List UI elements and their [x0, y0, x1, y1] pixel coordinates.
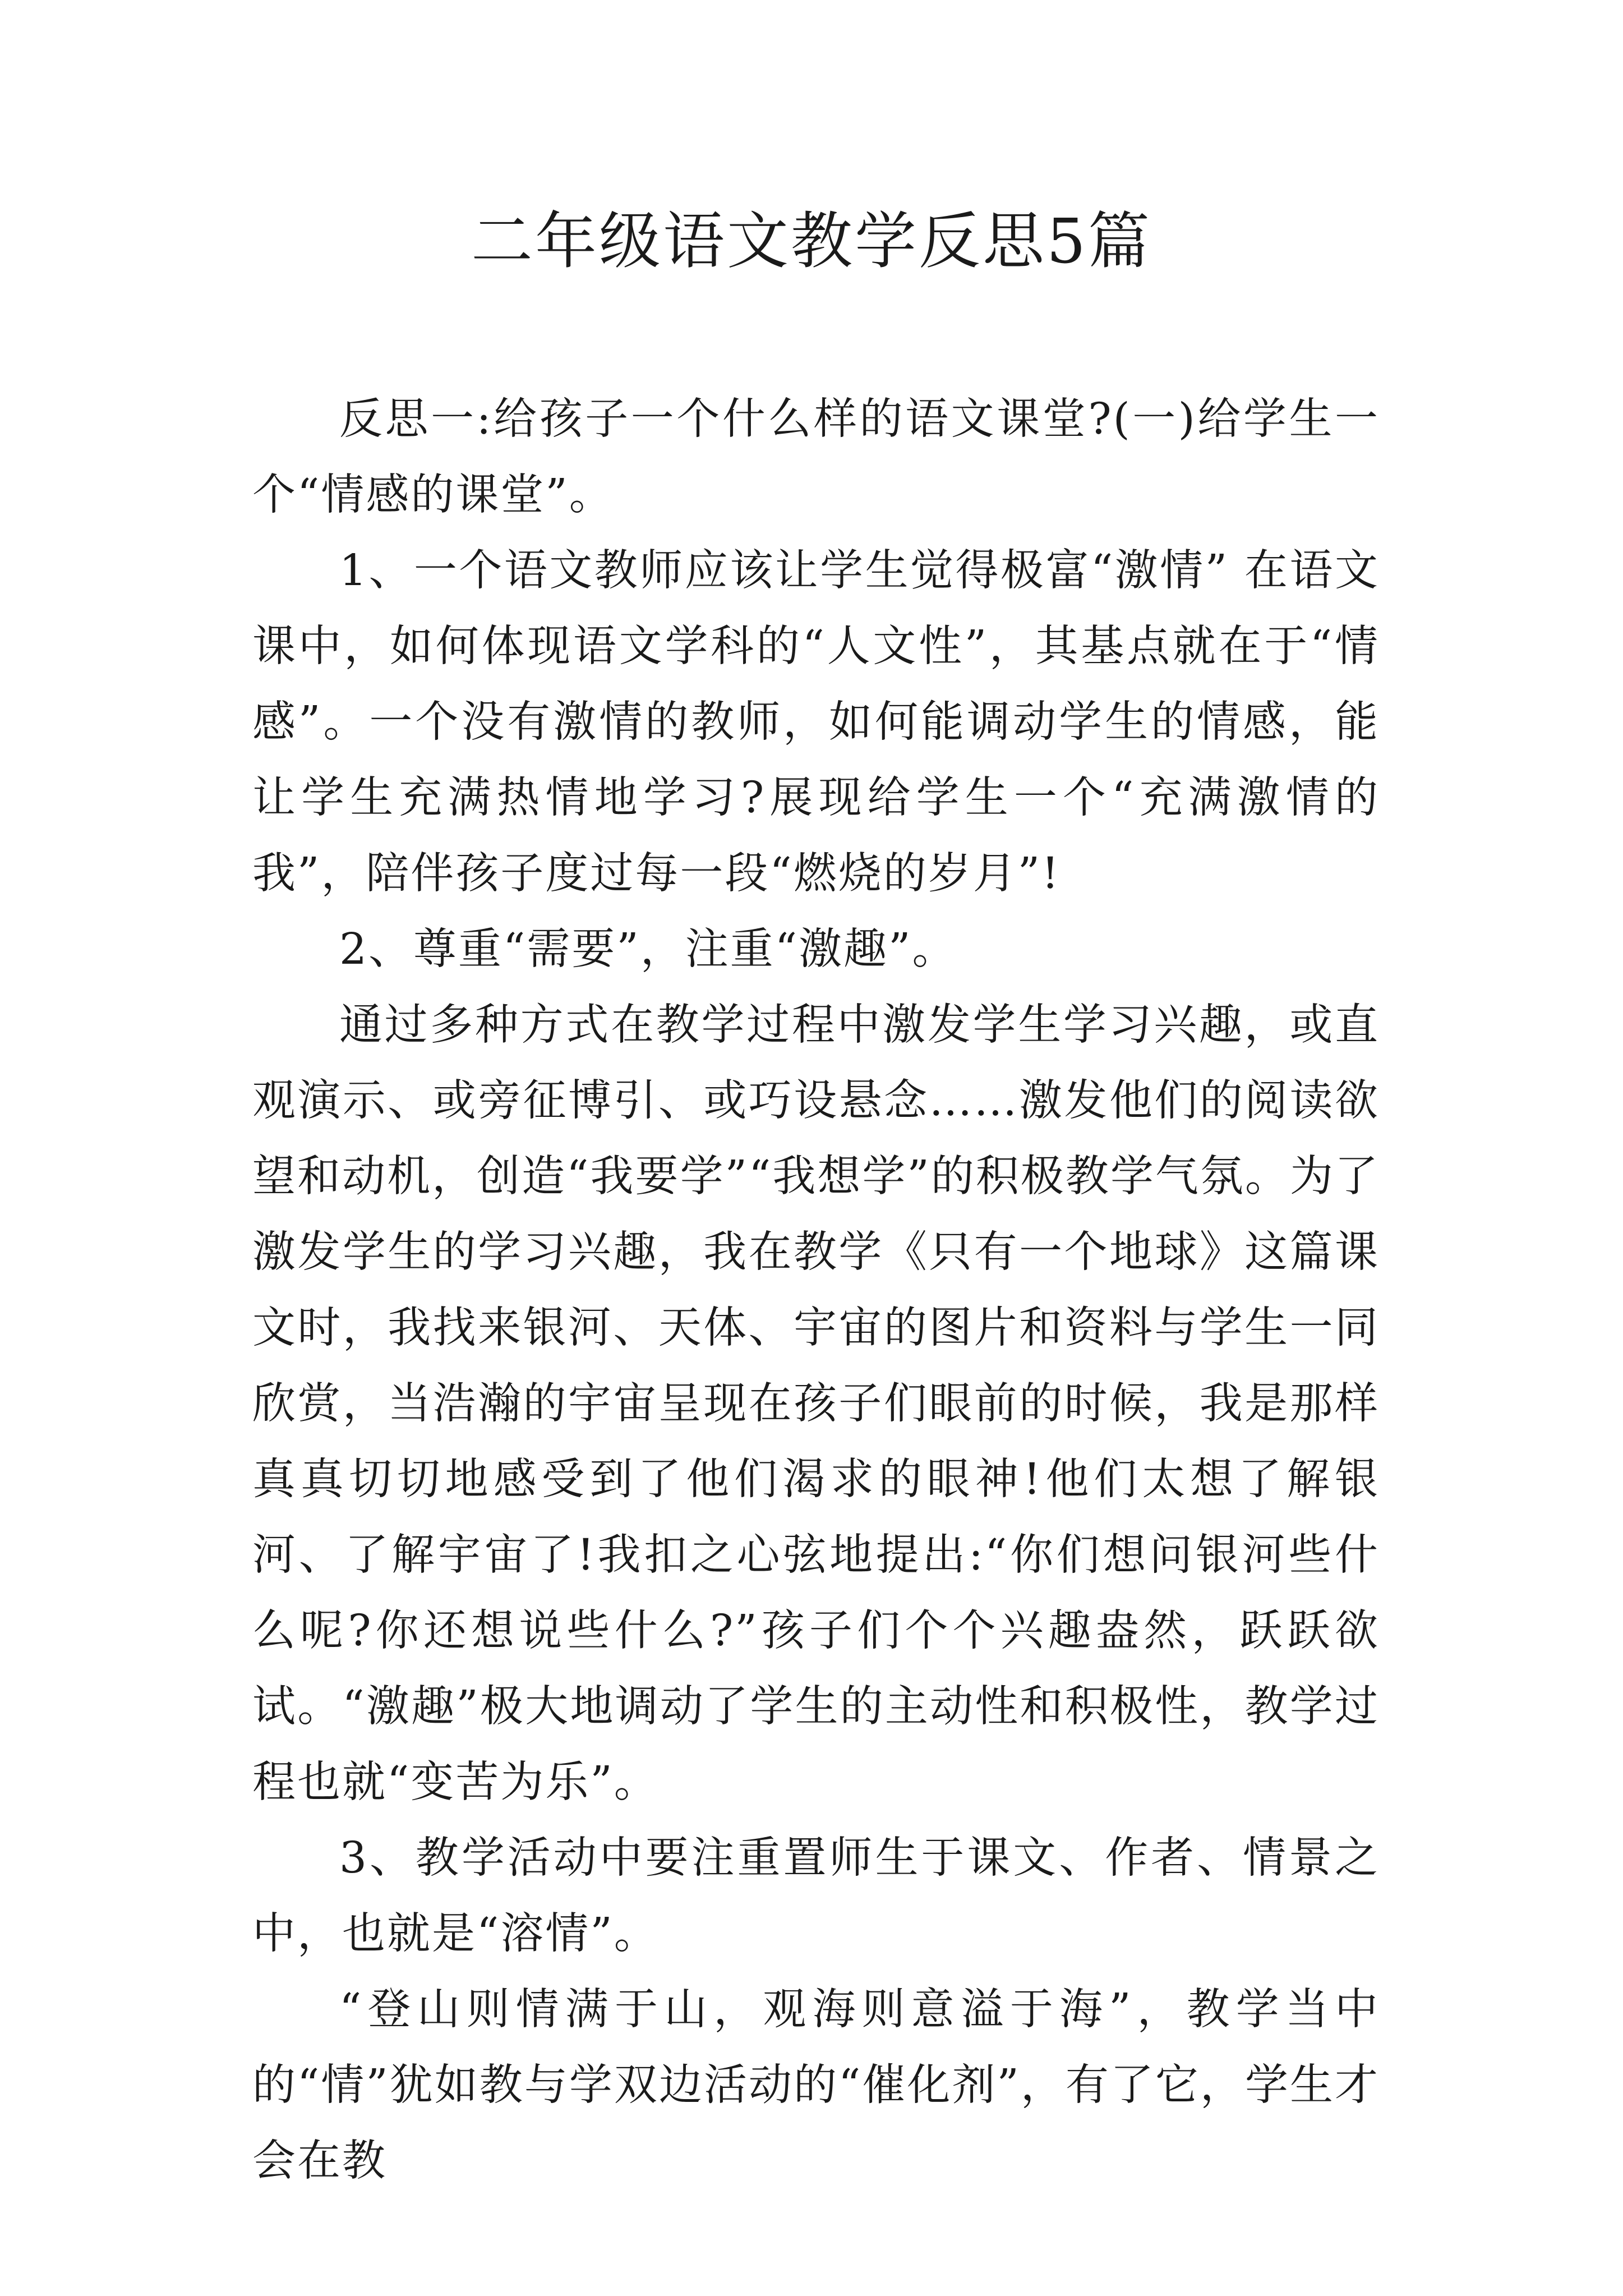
paragraph: “登山则情满于山，观海则意溢于海”，教学当中的“情”犹如教与学双边活动的“催化剂”，有了它，学生才会在教	[252, 1985, 1380, 2186]
paragraph: 3、教学活动中要注重置师生于课文、作者、情景之中，也就是“溶情”。	[252, 1833, 1380, 1959]
paragraph: 通过多种方式在教学过程中激发学生学习兴趣，或直观演示、或旁征博引、或巧设悬念……激发他们的阅读欲望和动机，创造“我要学”“我想学”的积极教学气氛。为了激发学生的学习兴趣，我在教学《只有一个地球》这篇课文时，我找来银河、天体、宇宙的图片和资料与学生一同欣赏，当浩瀚的宇宙呈现在孩子们眼前的时候，我是那样真真切切地感受到了他们渴求的眼神!他们太想了解银河、了解宇宙了!我扣之心弦地提出:“你们想问银河些什么呢?你还想说些什么?”孩子们个个兴趣盎然，跃跃欲试。“激趣”极大地调动了学生的主动性和积极性，教学过程也就“变苦为乐”。	[252, 1000, 1380, 1807]
paragraph: 1、一个语文教师应该让学生觉得极富“激情” 在语文课中，如何体现语文学科的“人文性”，其基点就在于“情感”。一个没有激情的教师，如何能调动学生的情感，能让学生充满热情地学习?展现给学生一个“充满激情的我”，陪伴孩子度过每一段“燃烧的岁月”!	[252, 546, 1380, 899]
paragraph: 2、尊重“需要”，注重“激趣”。	[339, 924, 957, 974]
page-title: 二年级语文教学反思5篇	[471, 205, 1152, 277]
paragraph: 反思一:给孩子一个什么样的语文课堂?(一)给学生一个“情感的课堂”。	[252, 394, 1380, 520]
document-body	[252, 381, 1380, 2199]
